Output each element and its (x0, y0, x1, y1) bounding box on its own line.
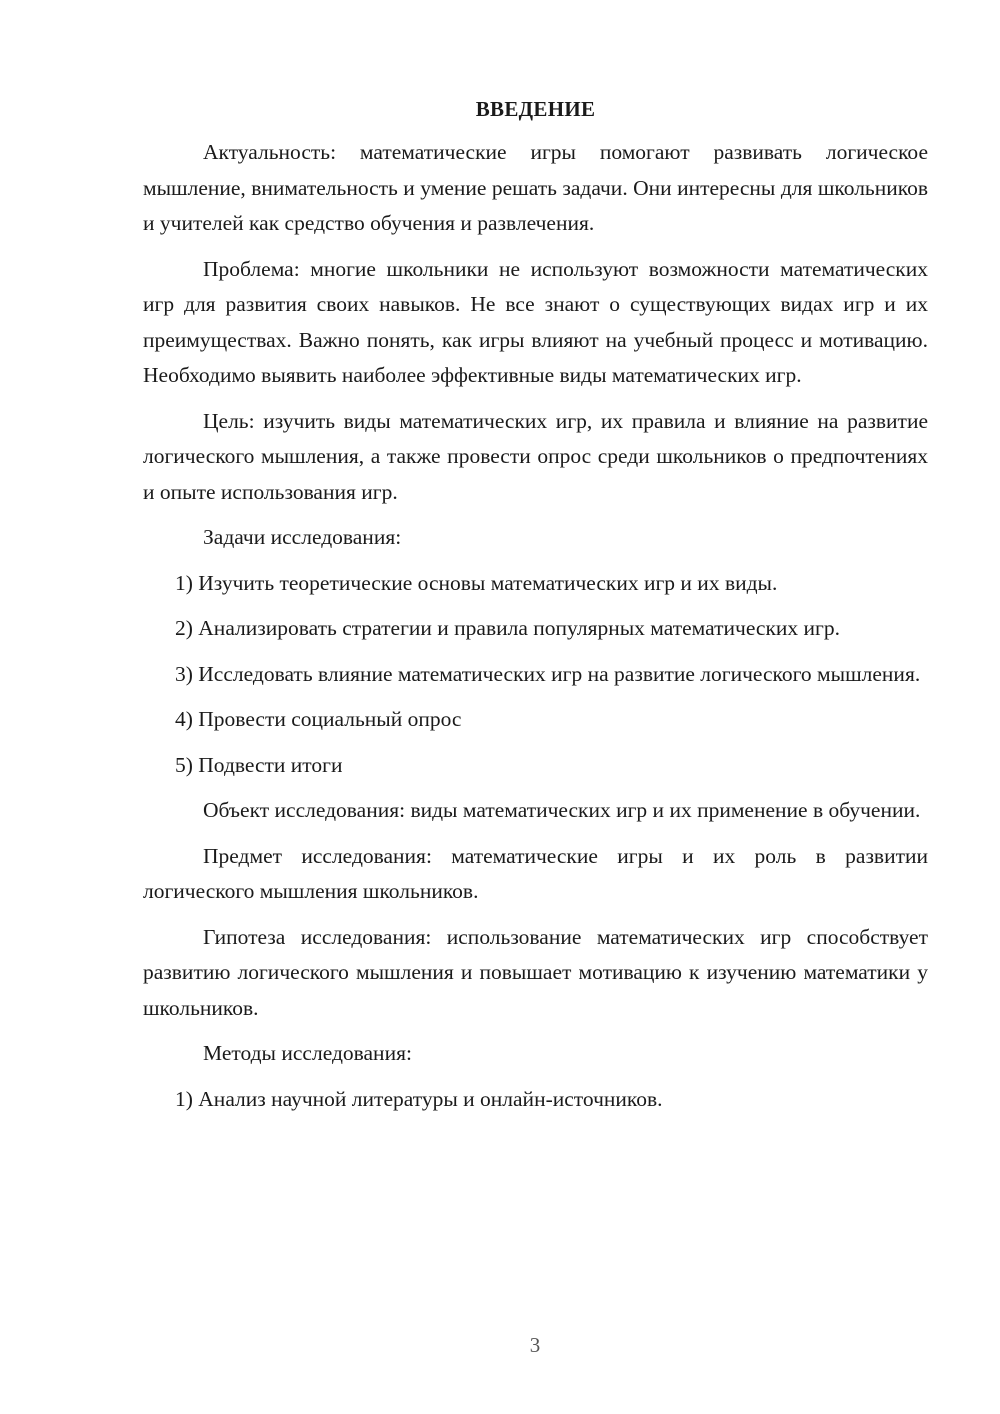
task-item: 3) Исследовать влияние математических игр на развитие логического мышления. (175, 661, 921, 686)
hypothesis-paragraph: Гипотеза исследования: использование математических игр способствует развитию логического мышления и повышает мотивацию к изучению математики у школьников. (143, 924, 928, 1020)
page-number: 3 (529, 1333, 541, 1357)
method-item: 1) Анализ научной литературы и онлайн-источников. (175, 1086, 663, 1111)
goal-paragraph: Цель: изучить виды математических игр, их правила и влияние на развитие логического мышления, а также провести опрос среди школьников о предпочтениях и опыте использования игр. (143, 408, 928, 504)
task-item: 1) Изучить теоретические основы математических игр и их виды. (175, 570, 778, 595)
relevance-paragraph: Актуальность: математические игры помогают развивать логическое мышление, внимательность и умение решать задачи. Они интересны для школьников и учителей как средство обучения и развлечения. (143, 140, 928, 235)
document-page (143, 92, 928, 1127)
object-paragraph: Объект исследования: виды математических игр и их применение в обучении. (203, 798, 921, 822)
problem-paragraph: Проблема: многие школьники не используют возможности математических игр для развития своих навыков. Не все знают о существующих видах игр и их преимуществах. Важно понять, как игры влияют на учебный процесс и мотивацию. Необходимо выявить наиболее эффективные виды математических игр. (143, 256, 928, 387)
task-item: 5) Подвести итоги (175, 752, 343, 777)
task-item: 4) Провести социальный опрос (175, 707, 462, 731)
methods-title: Методы исследования: (203, 1041, 412, 1065)
task-item: 2) Анализировать стратегии и правила популярных математических игр. (175, 616, 840, 640)
tasks-title: Задачи исследования: (203, 525, 402, 549)
section-heading: ВВЕДЕНИЕ (475, 97, 596, 121)
subject-paragraph: Предмет исследования: математические игры и их роль в развитии логического мышления школьников. (143, 843, 928, 903)
